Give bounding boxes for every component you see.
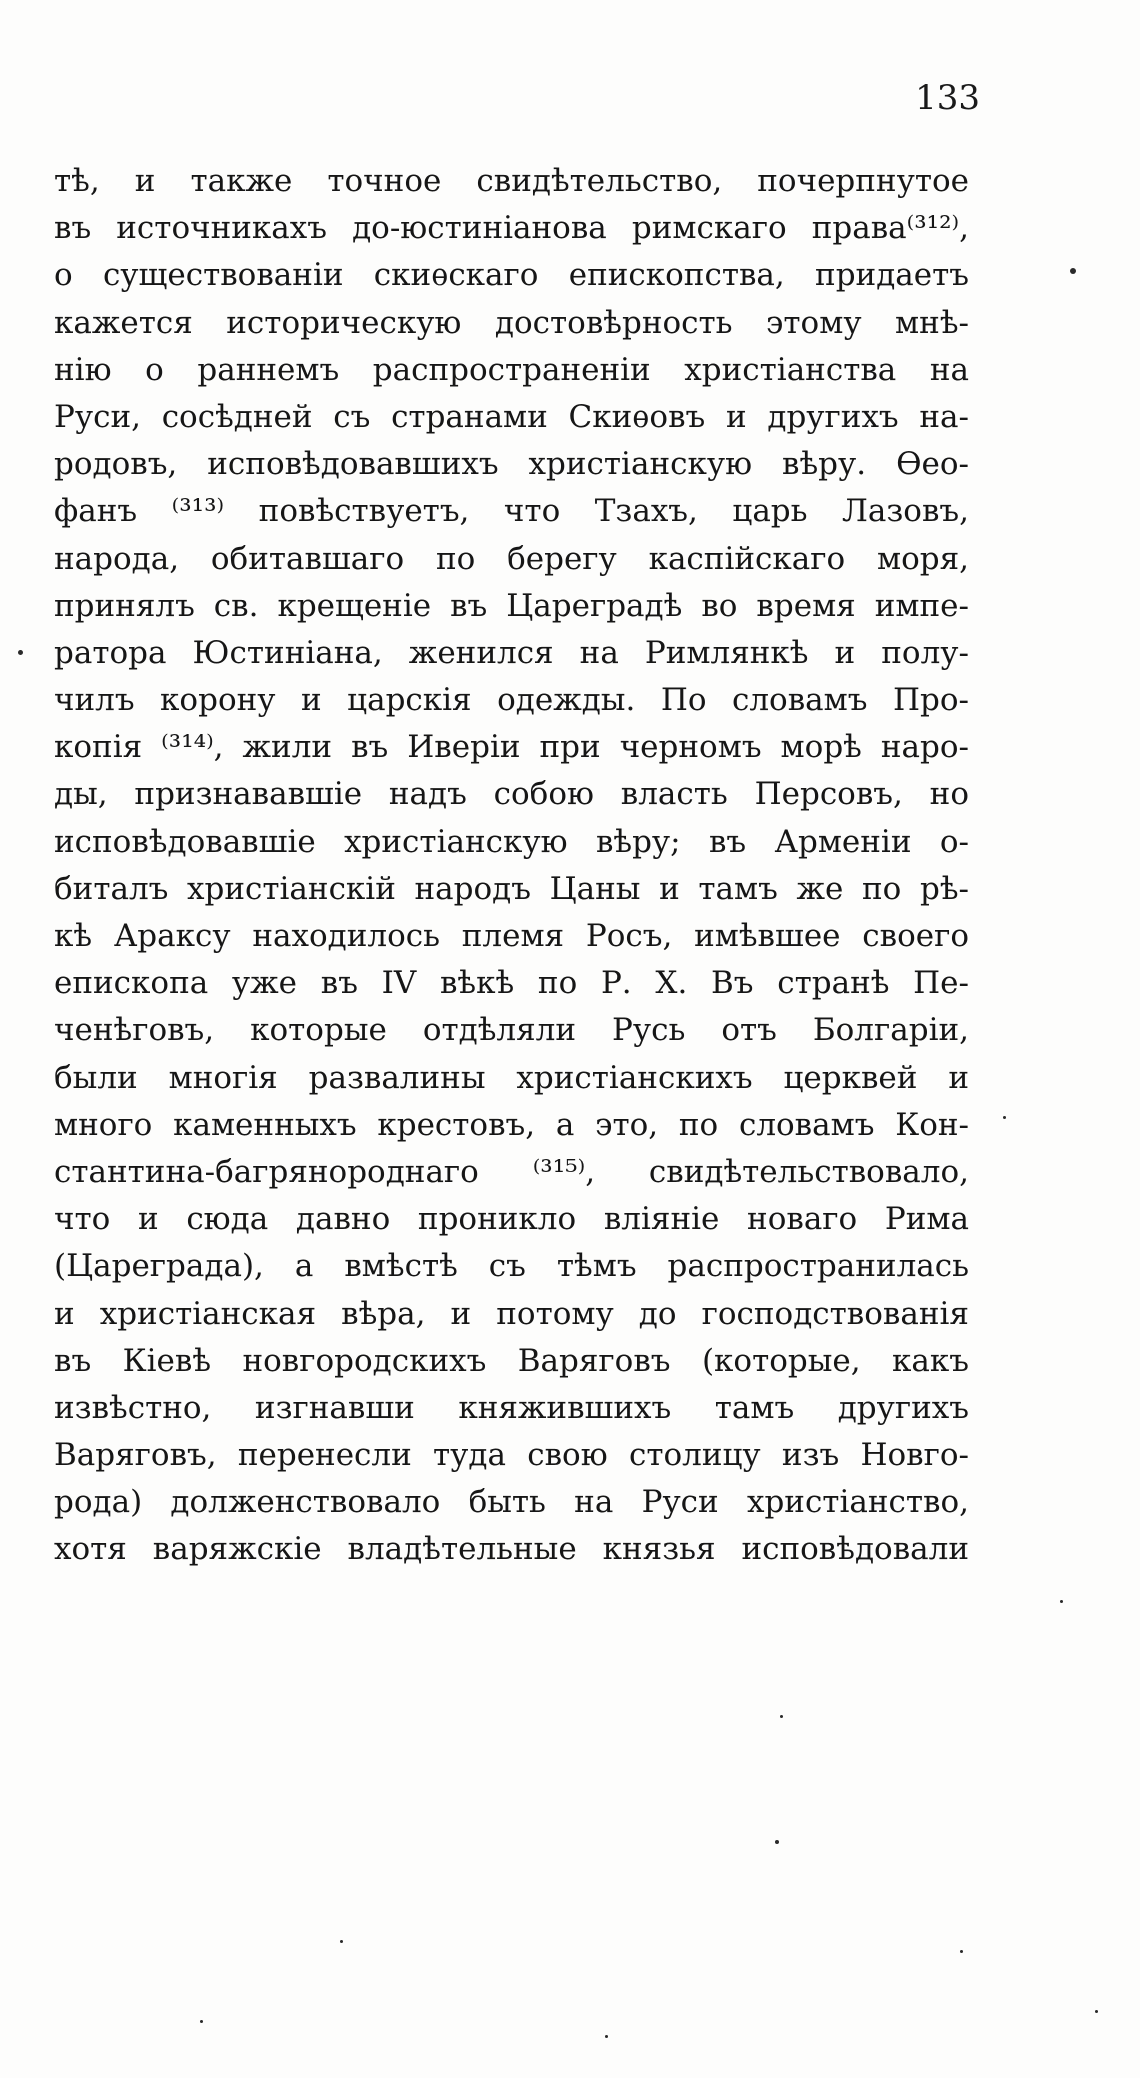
text-line: (Цареграда), а вмѣстѣ съ тѣмъ распространилась (54, 1248, 969, 1285)
text-line: биталъ христіанскій народъ Цаны и тамъ же по рѣ- (54, 870, 969, 907)
scan-speck (1070, 268, 1076, 274)
scan-speck (340, 1940, 343, 1943)
text-line: тѣ, и также точное свидѣтельство, почерпнутое (54, 163, 969, 199)
scan-speck (780, 1715, 783, 1718)
text-line: извѣстно, изгнавши княжившихъ тамъ другихъ (54, 1389, 969, 1426)
text-line: рода) долженствовало быть на Руси христіанство, (54, 1484, 969, 1521)
text-line: фанъ ⁽³¹³⁾ повѣствуетъ, что Тзахъ, царь Лазовъ, (54, 493, 969, 530)
text-line: кѣ Араксу находилось племя Росъ, имѣвшее своего (54, 918, 969, 954)
scan-speck (1003, 1116, 1006, 1119)
text-line: чилъ корону и царскія одежды. По словамъ Про- (54, 682, 969, 719)
text-line: копія ⁽³¹⁴⁾, жили въ Иверіи при черномъ морѣ наро- (54, 729, 969, 766)
scan-speck (1095, 2010, 1098, 2013)
text-line: ратора Юстиніана, женился на Римлянкѣ и полу- (54, 634, 969, 671)
text-line: ченѣговъ, которые отдѣляли Русь отъ Болгаріи, (54, 1012, 969, 1049)
text-line: ды, признававшіе надъ собою власть Персовъ, но (54, 776, 969, 813)
text-line: и христіанская вѣра, и потому до господствованія (54, 1295, 969, 1332)
text-line: кажется историческую достовѣрность этому мнѣ- (54, 304, 969, 341)
scan-speck (200, 2020, 203, 2023)
text-line: народа, обитавшаго по берегу каспійскаго моря, (54, 540, 969, 577)
text-line: что и сюда давно проникло вліяніе новаго Рима (54, 1201, 969, 1238)
scan-speck (775, 1840, 779, 1844)
text-line: хотя варяжскіе владѣтельные князья исповѣдовали (54, 1531, 969, 1568)
text-line: Руси, сосѣдней съ странами Скиѳовъ и другихъ на- (54, 398, 969, 435)
scan-speck (18, 650, 23, 655)
text-line: были многія развалины христіанскихъ церквей и (54, 1059, 969, 1096)
text-line: много каменныхъ крестовъ, а это, по словамъ Кон- (54, 1106, 969, 1143)
text-line: епископа уже въ IV вѣкѣ по Р. Х. Въ странѣ Пе- (54, 965, 969, 1002)
scan-speck (605, 2035, 608, 2038)
text-line: въ источникахъ до-юстиніанова римскаго права⁽³¹²⁾, (54, 210, 969, 247)
text-line: стантина-багрянороднаго ⁽³¹⁵⁾, свидѣтельствовало, (54, 1153, 969, 1190)
text-line: нію о раннемъ распространеніи христіанства на (54, 351, 969, 388)
text-line: Варяговъ, перенесли туда свою столицу изъ Новго- (54, 1437, 969, 1474)
body-text (54, 158, 969, 1574)
scan-speck (1060, 1600, 1063, 1603)
scan-speck (960, 1950, 963, 1953)
text-line: исповѣдовавшіе христіанскую вѣру; въ Арменіи о- (54, 823, 969, 860)
text-line: принялъ св. крещеніе въ Цареградѣ во время импе- (54, 587, 969, 624)
text-line: въ Кіевѣ новгородскихъ Варяговъ (которые, какъ (54, 1342, 969, 1379)
text-line: родовъ, исповѣдовавшихъ христіанскую вѣру. Ѳео- (54, 446, 969, 483)
page-number: 133 (915, 78, 980, 118)
text-line: о существованіи скиѳскаго епископства, придаетъ (54, 257, 969, 294)
